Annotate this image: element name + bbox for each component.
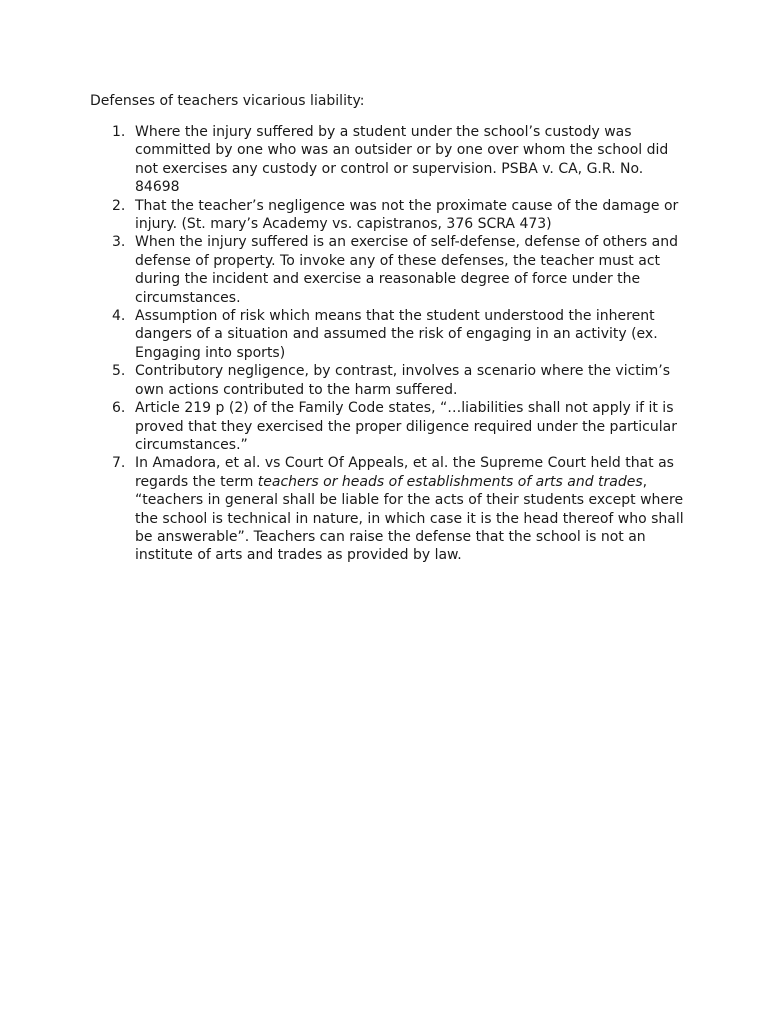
list-item-text: When the injury suffered is an exercise of self-defense, defense of others and defense of property. To invoke any of these defenses, the teacher must act during the incident and exercise a reasonable degree of force under the circumstances. (135, 234, 678, 306)
list-item-text-before: In Amadora, et al. vs Court Of Appeals, et al. the Supreme Court held that as regards the term (135, 455, 674, 490)
list-item-1 (109, 123, 689, 197)
document-title: Defenses of teachers vicarious liability: (90, 93, 365, 109)
list-item-3 (109, 233, 689, 307)
list-item-text-italic: teachers or heads of establishments of arts and trades (257, 473, 643, 490)
defenses-list (109, 123, 689, 565)
list-item-text (135, 454, 689, 564)
list-item-text-after: , “teachers in general shall be liable for the acts of their students except where the school is technical in nature, in which case it is the head thereof who shall be answerable”. Teachers can raise the defense that the school is not an institute of arts and trades as provided by law. (135, 473, 684, 564)
list-item-number: 4. (112, 308, 126, 325)
list-item-number: 3. (112, 234, 126, 251)
list-item-text: Article 219 p (2) of the Family Code states, “…liabilities shall not apply if it is proved that they exercised the proper diligence required under the particular circumstances.” (135, 400, 677, 453)
list-item-number: 7. (112, 455, 126, 472)
list-item-4 (109, 307, 689, 362)
list-item-6 (109, 399, 689, 454)
list-item-text: That the teacher’s negligence was not the proximate cause of the damage or injury. (St. mary’s Academy vs. capistranos, 376 SCRA 473) (135, 197, 679, 233)
list-item-number: 6. (112, 400, 126, 417)
list-item-5 (109, 362, 689, 399)
list-item-text: Where the injury suffered by a student under the school’s custody was committed by one who was an outsider or by one over whom the school did not exercises any custody or control or supervision. PSBA v. CA, G.R. No. 84698 (135, 124, 669, 196)
list-item-number: 2. (112, 197, 126, 214)
list-item-text: Contributory negligence, by contrast, involves a scenario where the victim’s own actions contributed to the harm suffered. (135, 363, 671, 398)
list-item-text: Assumption of risk which means that the student understood the inherent dangers of a situation and assumed the risk of engaging in an activity (ex. Engaging into sports) (135, 308, 658, 361)
list-item-number: 1. (112, 124, 126, 140)
list-item-2 (109, 197, 689, 234)
list-item-7 (109, 454, 689, 564)
list-item-number: 5. (112, 363, 126, 380)
